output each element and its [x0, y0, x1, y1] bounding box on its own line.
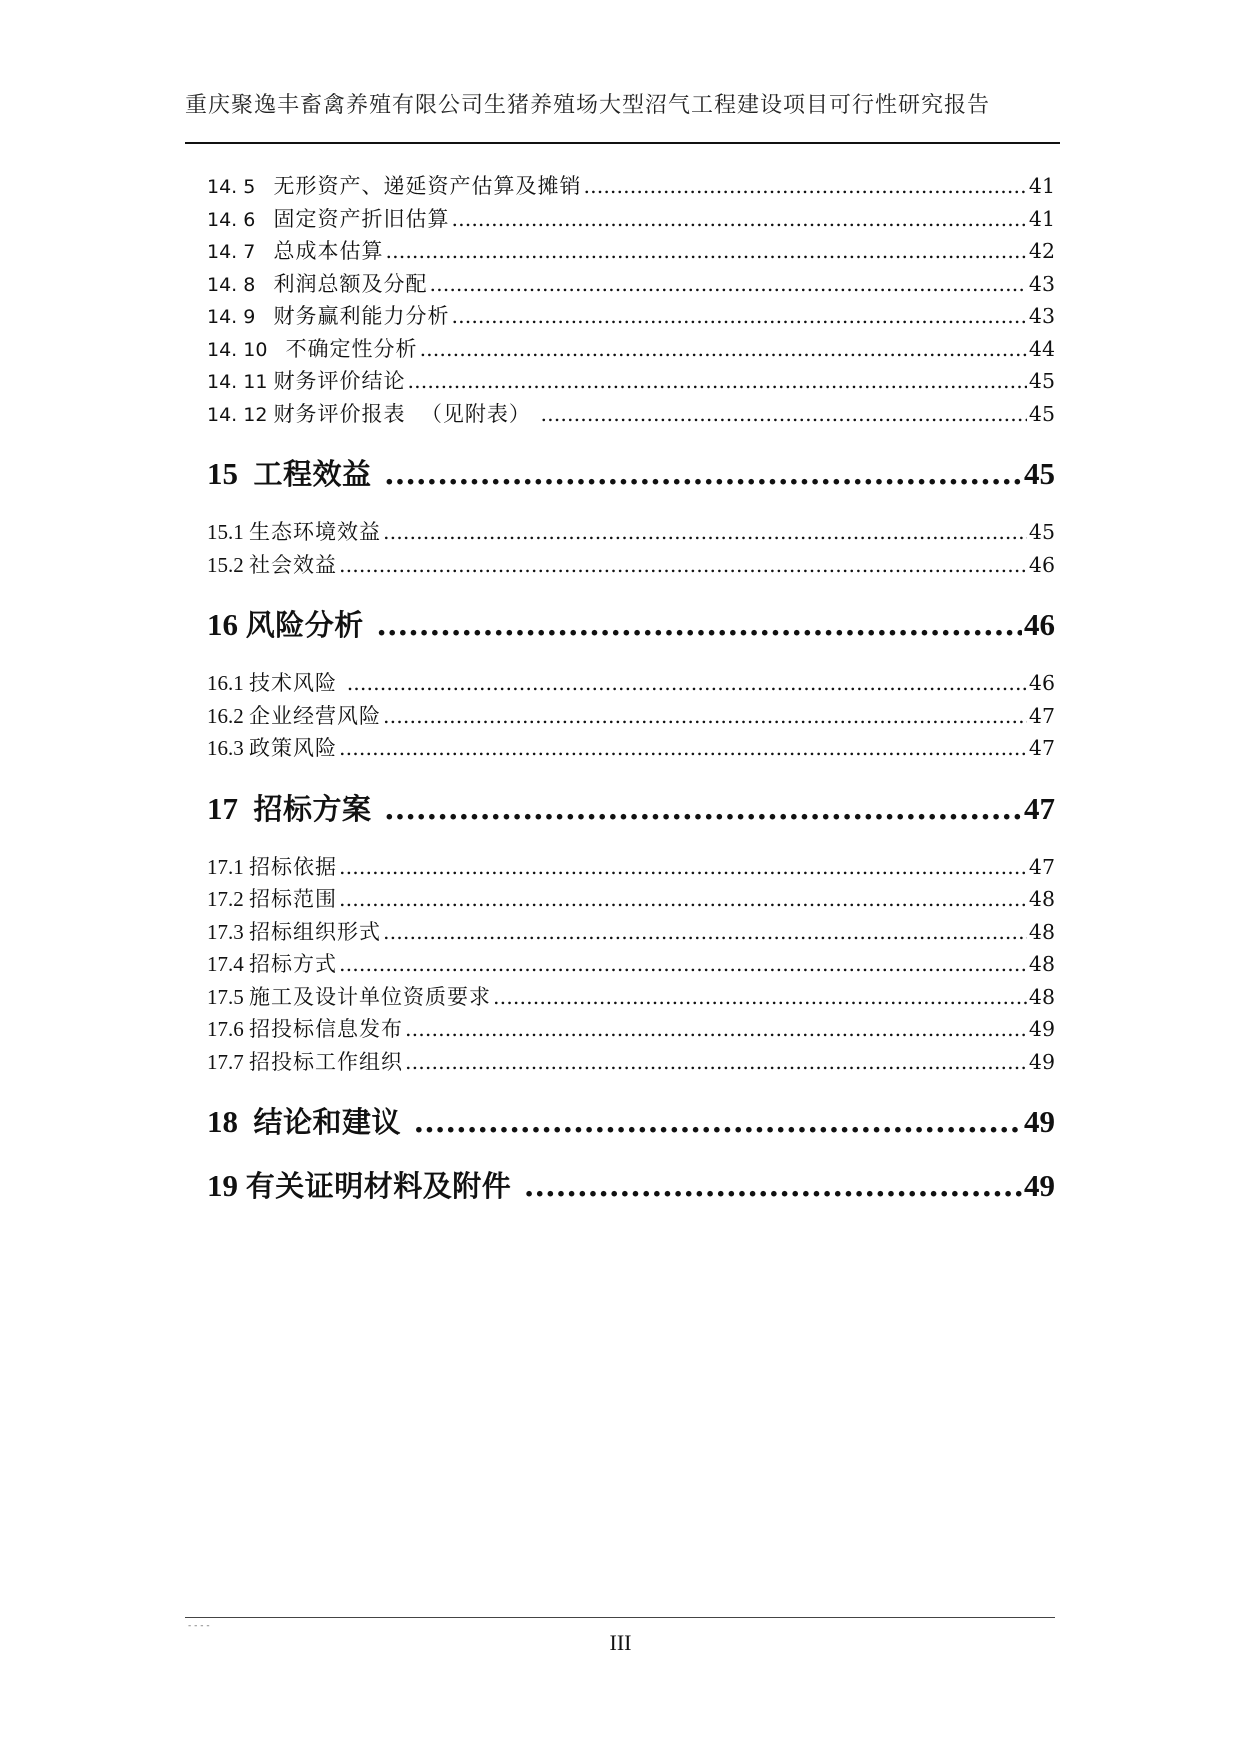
toc-entry-number: 15	[207, 456, 254, 491]
toc-entry-number: 14. 9	[207, 306, 274, 328]
toc-entry-number: 16.1	[207, 671, 249, 695]
toc-entry-title: 社会效益	[249, 552, 337, 577]
toc-section-entry[interactable]	[207, 170, 1055, 203]
toc-dot-leader	[384, 792, 1022, 827]
toc-dot-leader	[383, 920, 1027, 944]
toc-section-entry[interactable]	[207, 667, 1055, 700]
toc-entry-page: 48	[1028, 919, 1055, 944]
toc-entry-page: 47	[1024, 790, 1055, 826]
toc-entry-title: 总成本估算	[273, 239, 384, 263]
toc-entry-title: 政策风险	[249, 736, 337, 760]
toc-entry-title: 企业经营风险	[249, 703, 381, 728]
toc-entry-number: 16.3	[207, 736, 249, 760]
toc-entry-title: 不确定性分析	[285, 336, 418, 361]
toc-entry-page: 46	[1028, 671, 1055, 695]
toc-entry-page: 45	[1028, 369, 1055, 393]
toc-entry-page: 49	[1028, 1017, 1055, 1041]
toc-entry-number: 17	[207, 790, 254, 826]
toc-entry-number: 14. 6	[207, 208, 274, 231]
toc-section-entry[interactable]	[207, 851, 1055, 884]
toc-dot-leader	[414, 1105, 1022, 1140]
toc-entry-title: 利润总额及分配	[273, 271, 428, 296]
toc-entry-title: 招投标工作组织	[249, 1049, 403, 1074]
toc-entry-page: 46	[1024, 607, 1055, 642]
toc-dot-leader	[339, 855, 1027, 879]
toc-entry-page: 48	[1028, 984, 1055, 1009]
toc-entry-number: 16	[207, 607, 246, 642]
toc-dot-leader	[383, 520, 1027, 544]
toc-chapter-entry[interactable]	[207, 787, 1055, 827]
toc-section-entry[interactable]	[207, 883, 1055, 916]
toc-entry-page: 47	[1028, 854, 1055, 879]
toc-dot-leader	[451, 304, 1026, 328]
toc-entry-number: 15.2	[207, 552, 249, 577]
footer-mark: - - - -	[188, 1621, 210, 1631]
toc-dot-leader	[383, 704, 1027, 728]
toc-entry-title: 施工及设计单位资质要求	[249, 984, 491, 1009]
toc-entry-title: 财务评价结论	[273, 369, 406, 393]
toc-entry-page: 45	[1028, 401, 1055, 426]
toc-dot-leader	[339, 736, 1027, 760]
toc-dot-leader	[420, 337, 1027, 361]
toc-entry-title: 生态环境效益	[249, 520, 381, 544]
toc-entry-title: 财务评价报表 （见附表）	[273, 401, 539, 426]
toc-entry-page: 41	[1028, 174, 1055, 198]
toc-entry-title: 招标方案	[253, 791, 383, 826]
toc-section-entry[interactable]	[207, 365, 1055, 398]
toc-dot-leader	[339, 952, 1027, 976]
toc-dot-leader	[339, 887, 1027, 911]
toc-entry-title: 固定资产折旧估算	[273, 206, 450, 231]
toc-entry-page: 49	[1028, 1049, 1055, 1074]
toc-dot-leader	[339, 553, 1027, 577]
toc-section-entry[interactable]	[207, 300, 1055, 333]
toc-entry-page: 48	[1028, 952, 1055, 976]
running-header: 重庆聚逸丰畜禽养殖有限公司生猪养殖场大型沼气工程建设项目可行性研究报告	[185, 93, 991, 118]
toc-section-entry[interactable]	[207, 398, 1055, 431]
toc-section-entry[interactable]	[207, 1046, 1055, 1079]
toc-entry-number: 19	[207, 1168, 246, 1203]
toc-entry-page: 43	[1028, 271, 1055, 296]
toc-entry-number: 14. 10	[207, 338, 286, 361]
toc-entry-number: 17.5	[207, 984, 249, 1009]
toc-section-entry[interactable]	[207, 700, 1055, 733]
toc-entry-title: 招标依据	[249, 854, 337, 879]
toc-dot-leader	[405, 1017, 1027, 1041]
toc-section-entry[interactable]	[207, 268, 1055, 301]
toc-dot-leader	[385, 239, 1026, 263]
toc-entry-number: 14. 12	[207, 403, 274, 426]
toc-chapter-entry[interactable]	[207, 452, 1055, 492]
toc-dot-leader	[493, 985, 1027, 1009]
toc-entry-page: 43	[1028, 304, 1055, 328]
toc-section-entry[interactable]	[207, 516, 1055, 549]
toc-entry-title: 结论和建议	[253, 1105, 412, 1139]
toc-entry-title: 招投标信息发布	[249, 1017, 403, 1041]
toc-dot-leader	[405, 1050, 1027, 1074]
toc-entry-page: 47	[1028, 703, 1055, 728]
toc-entry-number: 17.3	[207, 919, 249, 944]
footer-rule	[185, 1617, 1055, 1618]
toc-chapter-entry[interactable]	[207, 1100, 1055, 1140]
toc-dot-leader	[451, 207, 1026, 231]
toc-entry-number: 17.1	[207, 854, 249, 879]
toc-dot-leader	[583, 174, 1026, 198]
page-number: III	[609, 1630, 632, 1655]
toc-dot-leader	[429, 272, 1026, 296]
toc-section-entry[interactable]	[207, 235, 1055, 268]
toc-entry-title: 无形资产、递延资产估算及摊销	[273, 174, 582, 198]
toc-entry-number: 17.2	[207, 887, 249, 911]
toc-dot-leader	[384, 457, 1022, 492]
toc-entry-title: 招标范围	[249, 887, 337, 911]
toc-entry-title: 招标组织形式	[249, 919, 381, 944]
toc-entry-number: 17.6	[207, 1017, 249, 1041]
toc-entry-page: 49	[1024, 1104, 1055, 1139]
toc-entry-number: 15.1	[207, 520, 249, 544]
toc-entry-number: 17.7	[207, 1049, 249, 1074]
toc-dot-leader	[407, 369, 1026, 393]
toc-entry-number: 16.2	[207, 703, 249, 728]
toc-entry-number: 14. 5	[207, 176, 274, 198]
toc-entry-number: 14. 8	[207, 273, 274, 296]
toc-dot-leader	[376, 608, 1022, 643]
toc-entry-title: 招标方式	[249, 952, 337, 976]
toc-section-entry[interactable]	[207, 549, 1055, 582]
toc-entry-page: 47	[1028, 736, 1055, 760]
toc-section-entry[interactable]	[207, 203, 1055, 236]
toc-section-entry[interactable]	[207, 981, 1055, 1014]
toc-entry-page: 49	[1024, 1168, 1055, 1203]
toc-entry-number: 18	[207, 1104, 254, 1139]
table-of-contents	[207, 170, 1055, 1228]
toc-entry-page: 45	[1024, 456, 1055, 491]
toc-section-entry[interactable]	[207, 948, 1055, 981]
header-rule	[185, 142, 1060, 144]
toc-entry-number: 14. 11	[207, 371, 274, 393]
toc-entry-title: 有关证明材料及附件	[245, 1169, 522, 1203]
toc-dot-leader	[541, 402, 1027, 426]
toc-chapter-entry[interactable]	[207, 1164, 1055, 1204]
toc-dot-leader	[347, 671, 1027, 695]
toc-section-entry[interactable]	[207, 333, 1055, 366]
toc-entry-title: 风险分析	[245, 608, 375, 642]
toc-dot-leader	[524, 1169, 1022, 1204]
toc-entry-page: 45	[1028, 520, 1055, 544]
toc-entry-number: 14. 7	[207, 241, 274, 263]
toc-section-entry[interactable]	[207, 732, 1055, 765]
toc-entry-title: 技术风险	[249, 671, 345, 695]
toc-entry-page: 46	[1028, 552, 1055, 577]
toc-entry-page: 42	[1028, 239, 1055, 263]
toc-entry-page: 48	[1028, 887, 1055, 911]
toc-entry-page: 41	[1028, 206, 1055, 231]
toc-entry-title: 财务赢利能力分析	[273, 304, 450, 328]
toc-section-entry[interactable]	[207, 1013, 1055, 1046]
toc-entry-title: 工程效益	[253, 457, 383, 491]
toc-chapter-entry[interactable]	[207, 603, 1055, 643]
toc-section-entry[interactable]	[207, 916, 1055, 949]
toc-entry-number: 17.4	[207, 952, 249, 976]
toc-entry-page: 44	[1028, 336, 1055, 361]
